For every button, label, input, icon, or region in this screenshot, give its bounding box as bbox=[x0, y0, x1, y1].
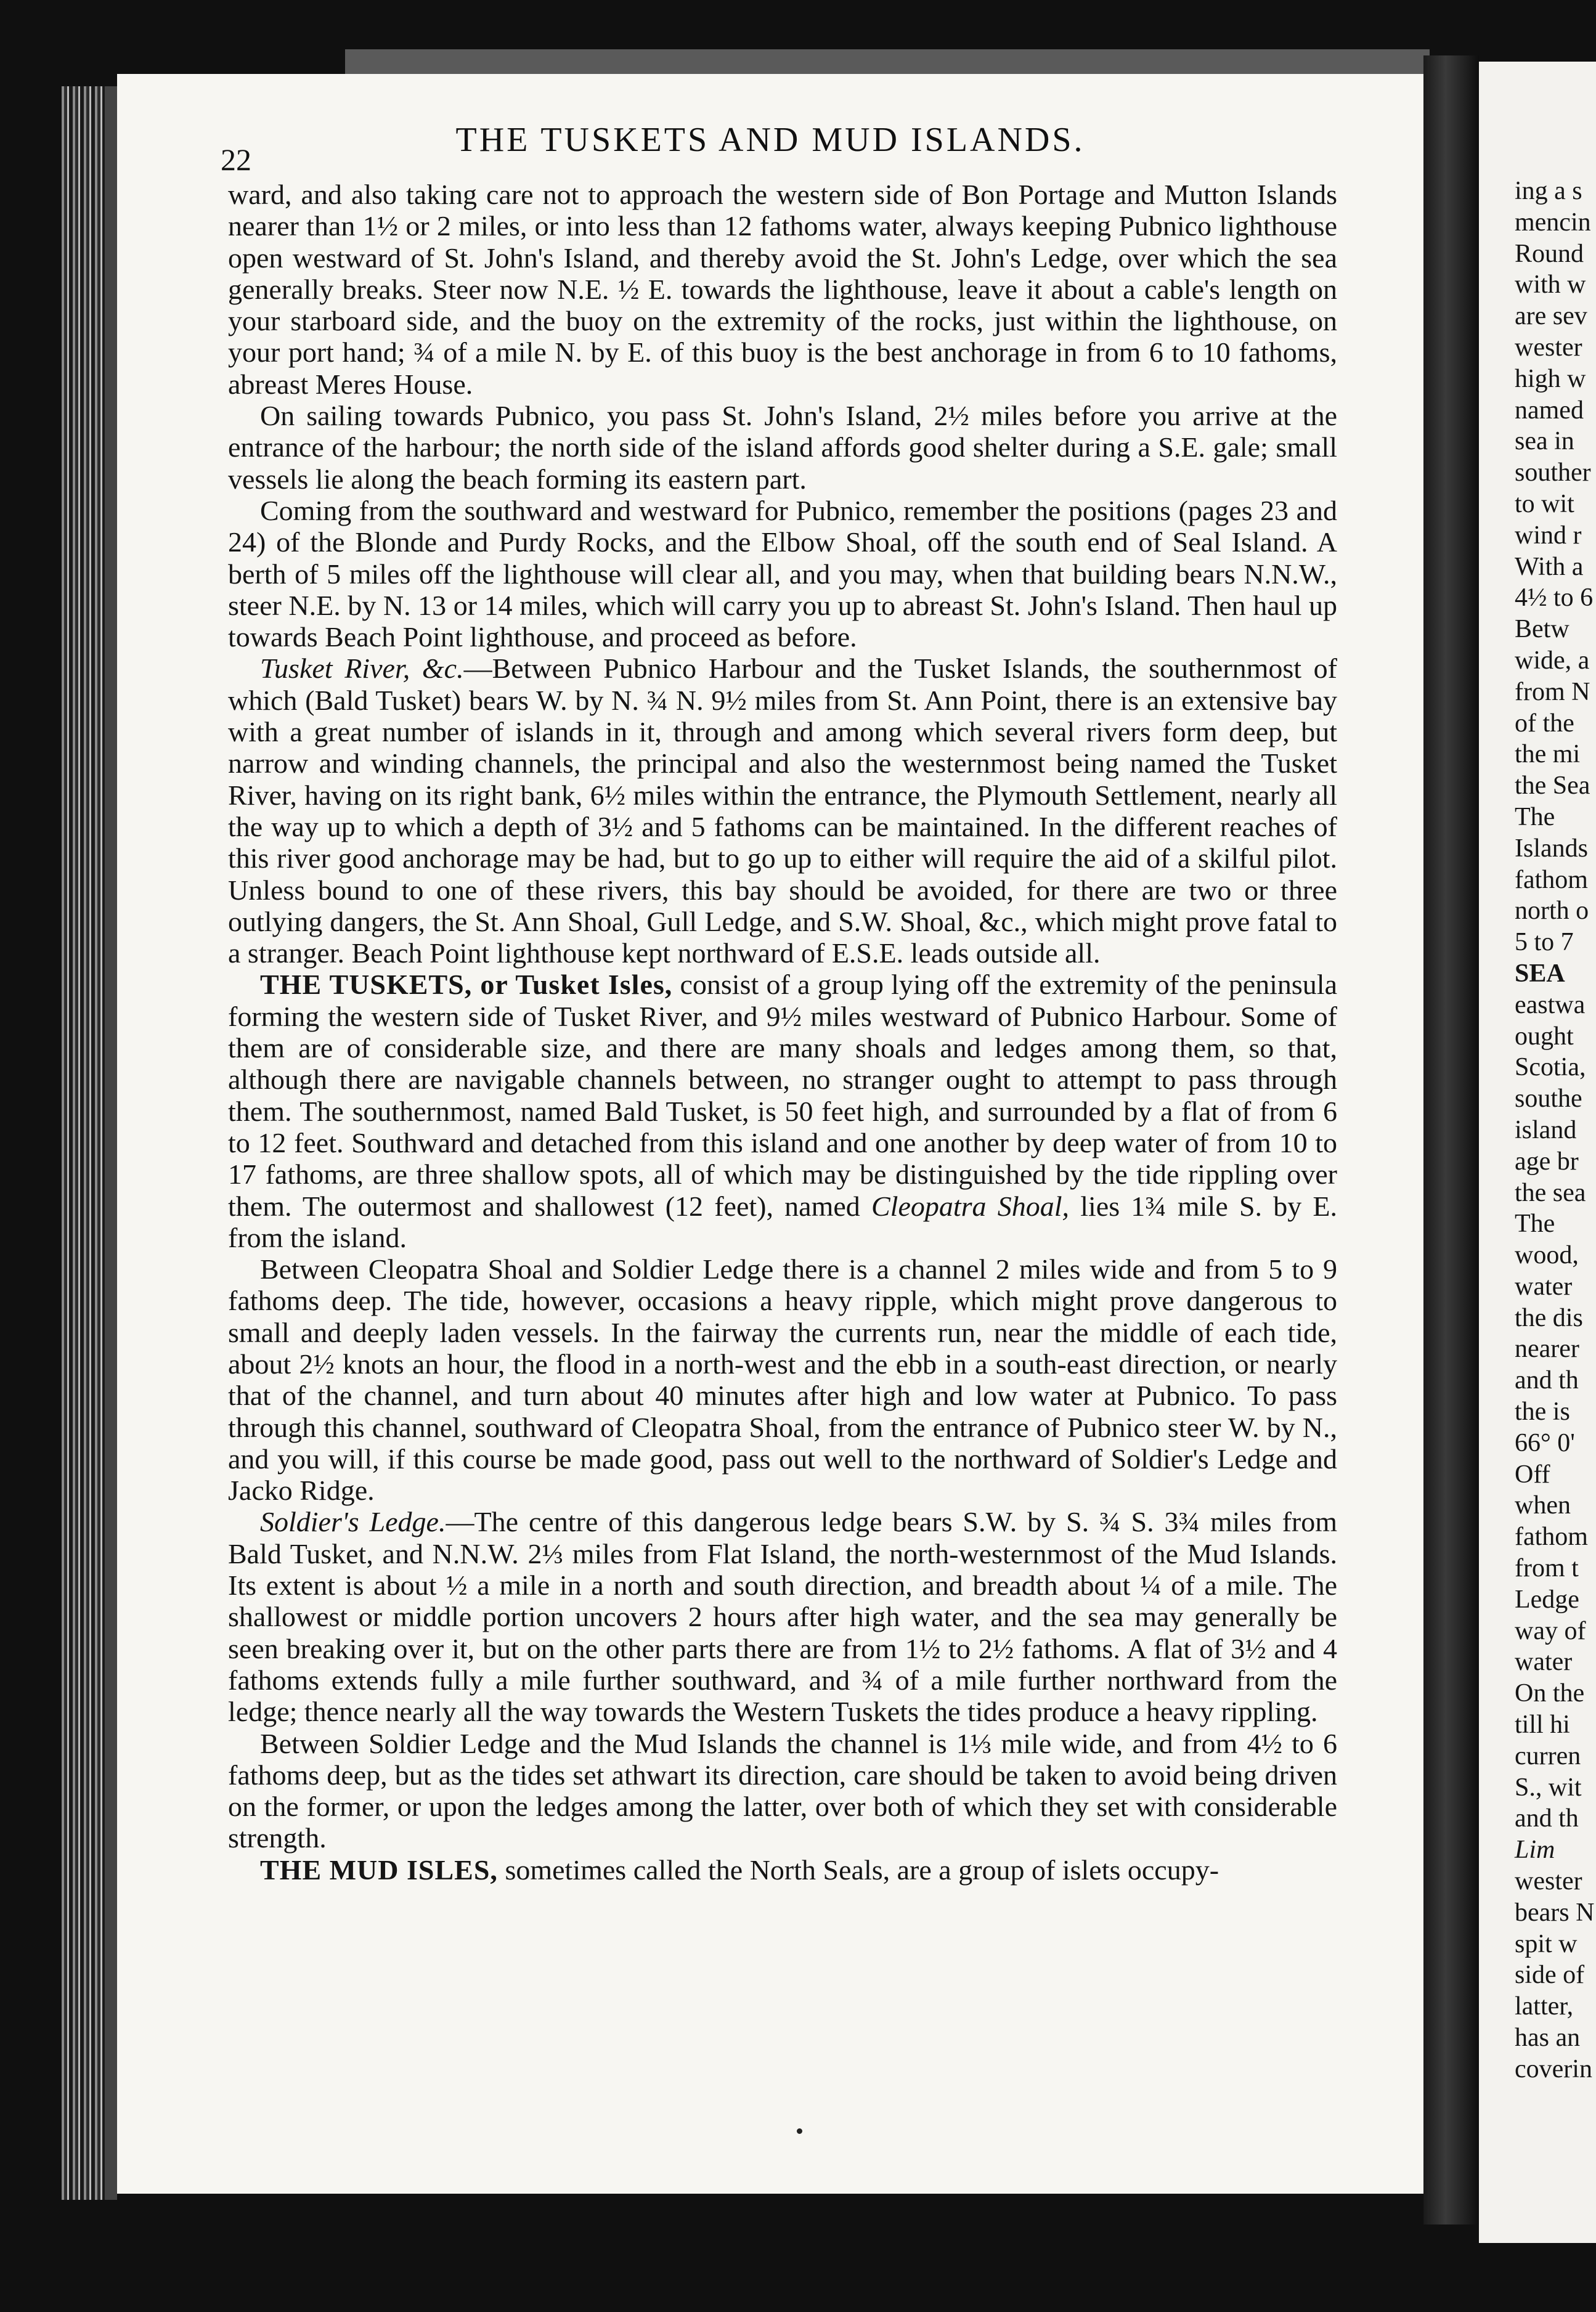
section-heading-tuskets: THE TUSKETS, or Tusket Isles, bbox=[260, 969, 673, 1001]
facing-page-line: to wit bbox=[1515, 489, 1574, 518]
facing-page-line: with w bbox=[1515, 271, 1586, 299]
paragraph-3: Coming from the southward and westward for Pubnico, remember the positions (pages 23 and 24) of the Blonde and Purdy Rocks, and the Elbow Shoal, off the south end of Seal Island. A berth of 5 miles off the lighthouse will clear all, and you may, when that building bears N.N.W., steer N.E. by N. 13 or 14 miles, which will carry you up to abreast St. John's Island. Then haul up towards Beach Point lighthouse, and proceed as before. bbox=[228, 494, 1337, 653]
facing-page-line: sea in bbox=[1515, 427, 1574, 456]
paragraph-cleopatra-channel: Between Cleopatra Shoal and Soldier Ledge there is a channel 2 miles wide and from 5 to 9 fathoms deep. The tide, however, occasions a heavy ripple, which might prove dangerous to small and deeply laden vessels. In the fairway the currents run, near the middle of each tide, about 2½ knots an hour, the flood in a north-west and the ebb in a south-east direction, or nearly that of the channel, and turn about 40 minutes after high and low water at Pubnico. To pass through this channel, southward of Cleopatra Shoal, from the entrance of Pubnico steer W. by N., and you will, if this course be made good, pass out well to the northward of Soldier's Ledge and Jacko Ridge. bbox=[228, 1253, 1337, 1507]
facing-page-line: water bbox=[1515, 1648, 1573, 1677]
section-heading-mud-isles: THE MUD ISLES, bbox=[260, 1854, 498, 1886]
paragraph-mud-isles bbox=[228, 1854, 1337, 1886]
facing-page-line: Lim bbox=[1515, 1836, 1555, 1865]
facing-page-line: wester bbox=[1515, 1867, 1582, 1896]
facing-page-line: eastwa bbox=[1515, 990, 1586, 1019]
facing-page-line: Scotia, bbox=[1515, 1053, 1586, 1082]
facing-page-line: On the bbox=[1515, 1679, 1585, 1708]
section-heading-tusket-river: Tusket River, &c. bbox=[260, 653, 464, 685]
facing-page-line: ought bbox=[1515, 1022, 1574, 1051]
facing-page-line: curren bbox=[1515, 1741, 1581, 1770]
facing-page-line: and th bbox=[1515, 1804, 1579, 1833]
facing-page-line: Ledge bbox=[1515, 1585, 1579, 1614]
paragraph-tusket-river-text: —Between Pubnico Harbour and the Tusket Islands, the southernmost of which (Bald Tusket) bears W. by N. ¾ N. 9½ miles from St. Ann Point, there is an extensive bay with a great number of islands in it, through and among which several rivers form deep, but narrow and winding channels, the principal and also the westernmost being named the Tusket River, having on its right bank, 6½ miles within the entrance, the Plymouth Settlement, nearly all the way up to which a depth of 3½ and 5 fathoms can be maintained. In the different reaches of this river good anchorage may be had, but to go up to either will require the aid of a skilful pilot. Unless bound to one of these rivers, this bay should be avoided, for there are two or three outlying dangers, the St. Ann Shoal, Gull Ledge, and S.W. Shoal, &c., which might prove fatal to a stranger. Beach Point lighthouse kept northward of E.S.E. leads outside all. bbox=[228, 653, 1337, 969]
facing-page-line: Off bbox=[1515, 1460, 1550, 1489]
facing-page-line: 5 to 7 bbox=[1515, 928, 1574, 957]
facing-page-line: island bbox=[1515, 1115, 1577, 1144]
facing-page-line: side of bbox=[1515, 1961, 1585, 1990]
facing-page-lines bbox=[1515, 176, 1594, 2085]
facing-page-line: With a bbox=[1515, 552, 1584, 581]
paragraph-2: On sailing towards Pubnico, you pass St. John's Island, 2½ miles before you arrive at the entrance of the harbour; the north side of the island affords good shelter during a S.E. gale; small vessels lie along the beach forming its eastern part. bbox=[228, 400, 1337, 495]
facing-page-line: the dis bbox=[1515, 1303, 1583, 1332]
facing-page-line: the mi bbox=[1515, 740, 1581, 769]
facing-page-line: till hi bbox=[1515, 1711, 1570, 1740]
facing-page-line: spit w bbox=[1515, 1929, 1578, 1958]
facing-page-line: coverin bbox=[1515, 2054, 1592, 2083]
facing-page-line: S., wit bbox=[1515, 1773, 1582, 1802]
printer-dot bbox=[797, 2128, 802, 2134]
paragraph-1: ward, and also taking care not to approach the western side of Bon Portage and Mutton Islands nearer than 1½ or 2 miles, or into less than 12 fathoms water, always keeping Pubnico lighthouse open westward of St. John's Island, and thereby avoid the St. John's Ledge, over which the sea generally breaks. Steer now N.E. ½ E. towards the lighthouse, leave it about a cable's length on your starboard side, and the buoy on the extremity of the rocks, just within the lighthouse, on your port hand; ¾ of a mile N. by E. of this buoy is the best anchorage in from 6 to 10 fathoms, abreast Meres House. bbox=[228, 179, 1337, 400]
paragraph-tuskets-text: consist of a group lying off the extremity of the peninsula forming the western side of Tusket River, and 9½ miles westward of Pubnico Harbour. Some of them are of considerable size, and there are many shoals and ledges among them, so that, although there are navigable channels between, no stranger ought to attempt to pass through them. The southernmost, named Bald Tusket, is 50 feet high, and surrounded by a flat of from 6 to 12 feet. Southward and detached from this island and one another by deep water of from 10 to 17 fathoms, are three shallow spots, all of which may be distinguished by the tide rippling over them. The outermost and shallowest (12 feet), named bbox=[228, 969, 1337, 1222]
paragraph-tuskets bbox=[228, 969, 1337, 1253]
cleopatra-shoal-name: Cleopatra Shoal, bbox=[871, 1190, 1070, 1222]
facing-page-line: wester bbox=[1515, 333, 1582, 362]
paragraph-mud-islands-channel: Between Soldier Ledge and the Mud Islands the channel is 1⅓ mile wide, and from 4½ to 6 fathoms deep, but as the tides set athwart its direction, care should be taken to avoid being driven on the former, or upon the ledges among the latter, over both of which they set with considerable strength. bbox=[228, 1727, 1337, 1854]
facing-page-line: bears N bbox=[1515, 1898, 1595, 1927]
facing-page-line: water bbox=[1515, 1272, 1573, 1301]
facing-page-line: age br bbox=[1515, 1147, 1579, 1176]
facing-page-line: from N bbox=[1515, 677, 1590, 706]
paragraph-tusket-river bbox=[228, 653, 1337, 969]
facing-page-line: fathom bbox=[1515, 1523, 1588, 1552]
facing-page-line: 4½ to 6 bbox=[1515, 584, 1594, 613]
facing-page-line: of the bbox=[1515, 709, 1574, 738]
running-head-title: THE TUSKETS AND MUD ISLANDS. bbox=[455, 121, 1085, 159]
facing-page-line: nearer bbox=[1515, 1335, 1579, 1364]
facing-page-line: wood, bbox=[1515, 1241, 1579, 1270]
facing-page-line: the sea bbox=[1515, 1178, 1586, 1207]
facing-page-line: the Sea bbox=[1515, 771, 1590, 800]
facing-page-line: fathom bbox=[1515, 865, 1588, 894]
facing-page-line: north o bbox=[1515, 897, 1589, 926]
facing-page-line: latter, bbox=[1515, 1992, 1574, 2021]
facing-page-line: wide, a bbox=[1515, 646, 1590, 675]
body-text bbox=[228, 179, 1337, 1886]
facing-page-line: wind r bbox=[1515, 521, 1582, 550]
facing-page-line: Islands bbox=[1515, 834, 1588, 863]
section-heading-soldiers-ledge: Soldier's Ledge. bbox=[260, 1506, 446, 1538]
facing-page-line: southe bbox=[1515, 1085, 1582, 1113]
facing-page-line: way of bbox=[1515, 1616, 1586, 1645]
facing-page-fragment bbox=[1479, 62, 1596, 2243]
facing-page-line: named bbox=[1515, 396, 1584, 425]
facing-page-line: The bbox=[1515, 1210, 1555, 1239]
paragraph-soldiers-ledge-text: —The centre of this dangerous ledge bears S.W. by S. ¾ S. 3¾ miles from Bald Tusket, and N.N.W. 2⅓ miles from Flat Island, the north-westernmost of the Mud Islands. Its extent is about ½ a mile in a north and south direction, and breadth about ¼ of a mile. The shallowest or middle portion uncovers 2 hours after high water, and the sea may generally be seen breaking over it, but on the other parts there are from 1½ to 2½ fathoms. A flat of 3½ and 4 fathoms extends fully a mile further southward, and ¾ of a mile further northward from the ledge; thence nearly all the way towards the Western Tuskets the tides produce a heavy rippling. bbox=[228, 1506, 1337, 1728]
facing-page-line: Betw bbox=[1515, 615, 1570, 644]
facing-page-line: SEA bbox=[1515, 959, 1565, 988]
facing-page-line: ing a s bbox=[1515, 177, 1582, 205]
facing-page-line: has an bbox=[1515, 2024, 1581, 2053]
facing-page-line: from t bbox=[1515, 1554, 1579, 1583]
facing-page-line: souther bbox=[1515, 458, 1591, 487]
paragraph-mud-isles-text: sometimes called the North Seals, are a group of islets occupy- bbox=[497, 1854, 1219, 1886]
facing-page-line: 66° 0' bbox=[1515, 1428, 1575, 1457]
paragraph-soldiers-ledge bbox=[228, 1506, 1337, 1727]
facing-page-line: the is bbox=[1515, 1398, 1570, 1427]
facing-page-line: The bbox=[1515, 802, 1555, 831]
facing-page-line: mencin bbox=[1515, 208, 1591, 237]
facing-page-line: Round bbox=[1515, 239, 1584, 268]
facing-page-line: when bbox=[1515, 1491, 1571, 1520]
facing-page-line: are sev bbox=[1515, 302, 1587, 331]
page-number: 22 bbox=[221, 142, 251, 177]
paragraph-tuskets-end: lies 1¾ mile S. by E. from the island. bbox=[228, 1190, 1338, 1253]
facing-page-line: and th bbox=[1515, 1366, 1579, 1395]
book-page bbox=[117, 74, 1423, 2194]
binding-shadow bbox=[105, 86, 117, 2200]
book-gutter bbox=[1423, 55, 1479, 2224]
facing-page-line: high w bbox=[1515, 364, 1586, 393]
